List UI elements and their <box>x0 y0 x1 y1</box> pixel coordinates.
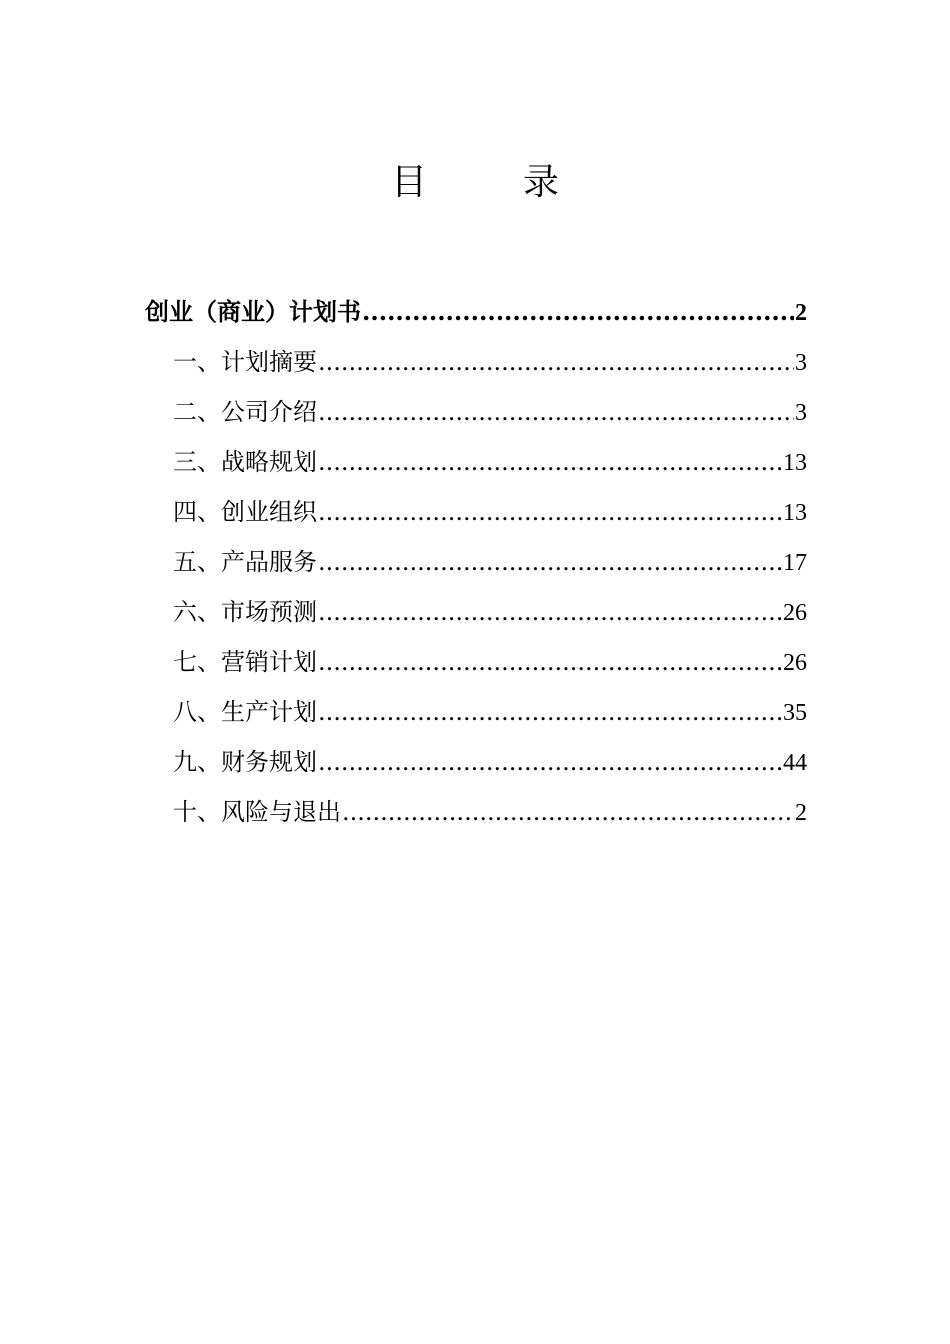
toc-entry-title: 六、市场预测 <box>173 598 317 626</box>
toc-title: 目 录 <box>390 162 589 203</box>
toc-entry[interactable] <box>173 742 807 782</box>
toc-entry-title: 创业（商业）计划书 <box>145 297 361 326</box>
toc-entry[interactable] <box>173 492 807 532</box>
toc-entry[interactable] <box>173 592 807 632</box>
toc-page-number: 26 <box>783 650 807 676</box>
toc-page-number: 13 <box>783 500 807 526</box>
toc-entry[interactable] <box>173 342 807 382</box>
toc-entry[interactable] <box>145 292 807 332</box>
toc-page-number: 26 <box>783 600 807 626</box>
toc-leader-dots <box>318 342 794 382</box>
toc-leader-dots <box>318 642 782 682</box>
toc-entry-title: 一、计划摘要 <box>173 348 317 376</box>
toc-entry[interactable] <box>173 392 807 432</box>
toc-leader-dots <box>318 592 782 632</box>
toc-entry-title: 九、财务规划 <box>173 748 317 776</box>
toc-entry[interactable] <box>173 642 807 682</box>
toc-leader-dots <box>362 292 794 332</box>
toc-leader-dots <box>318 542 782 582</box>
toc-entry-title: 五、产品服务 <box>173 548 317 576</box>
toc-page-number: 3 <box>795 400 807 426</box>
toc-entry-title: 二、公司介绍 <box>173 398 317 426</box>
toc-entry[interactable] <box>173 692 807 732</box>
toc-entry[interactable] <box>173 542 807 582</box>
toc-entry-title: 三、战略规划 <box>173 448 317 476</box>
toc-page-number: 17 <box>783 550 807 576</box>
toc-page-number: 3 <box>795 350 807 376</box>
toc-entry-title: 四、创业组织 <box>173 498 317 526</box>
toc-leader-dots <box>318 442 782 482</box>
toc-entry[interactable] <box>173 442 807 482</box>
toc-leader-dots <box>318 492 782 532</box>
toc-page-number: 13 <box>783 450 807 476</box>
toc-entry-title: 七、营销计划 <box>173 648 317 676</box>
toc-page-number: 2 <box>795 300 807 326</box>
toc-page-number: 2 <box>795 800 807 826</box>
toc-leader-dots <box>318 692 782 732</box>
toc-entry[interactable] <box>173 792 807 832</box>
toc-entry-title: 十、风险与退出 <box>173 798 341 826</box>
toc-leader-dots <box>342 792 794 832</box>
toc-leader-dots <box>318 742 782 782</box>
toc-entry-title: 八、生产计划 <box>173 698 317 726</box>
toc-page-number: 44 <box>783 750 807 776</box>
toc-page-number: 35 <box>783 700 807 726</box>
toc-leader-dots <box>318 392 794 432</box>
